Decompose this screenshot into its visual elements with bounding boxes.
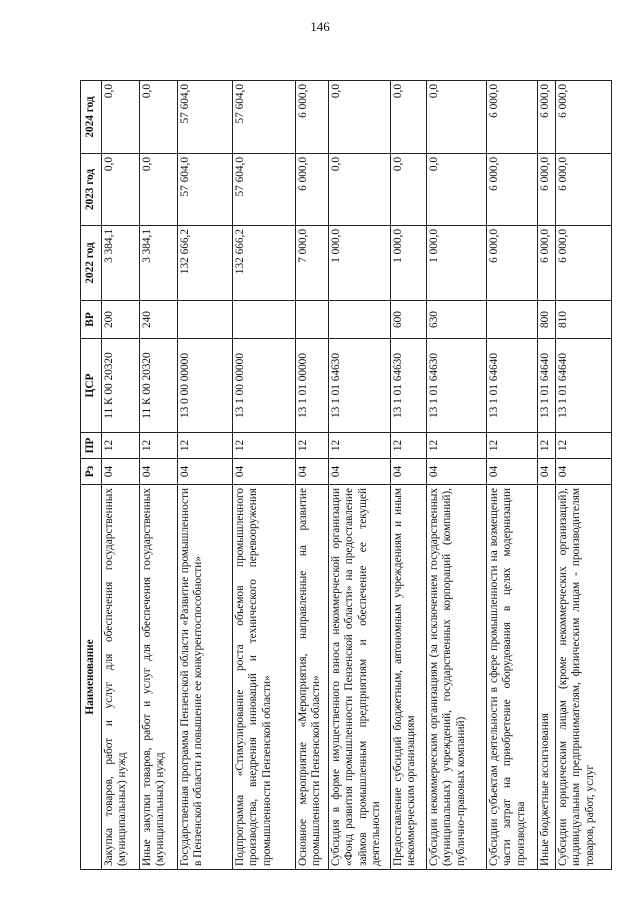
row-csr: 13 1 01 64630: [391, 339, 427, 433]
row-2022: 1 000,0: [391, 226, 427, 301]
row-rz: 04: [178, 459, 233, 485]
row-vr: [178, 301, 233, 339]
row-2022: 1 000,0: [427, 226, 487, 301]
row-name: Субсидии субъектам деятельности в сфере промышленности на возмещение части затрат на приобретение оборудования в целях модернизации производства: [487, 485, 538, 870]
table-row: [538, 81, 556, 870]
rotated-table-container: [80, 81, 611, 870]
row-csr: 13 1 01 64640: [487, 339, 538, 433]
row-csr: 13 1 01 00000: [296, 339, 329, 433]
row-rz: 04: [391, 459, 427, 485]
page-number: 146: [310, 19, 330, 34]
row-name: Государственная программа Пензенской области «Развитие промышленности в Пензенской области и повышение ее конкурентоспособности»: [178, 485, 233, 870]
header-vr: ВР: [81, 301, 102, 339]
row-pr: 12: [296, 433, 329, 459]
row-rz: 04: [329, 459, 391, 485]
table-row: [487, 81, 538, 870]
row-pr: 12: [538, 433, 556, 459]
row-2022: 132 666,2: [178, 226, 233, 301]
row-pr: 12: [329, 433, 391, 459]
row-pr: 12: [391, 433, 427, 459]
row-2023: 0,0: [329, 154, 391, 226]
row-2023: 57 604,0: [233, 154, 296, 226]
row-2024: 0,0: [329, 81, 391, 154]
row-pr: 12: [233, 433, 296, 459]
row-2022: 6 000,0: [487, 226, 538, 301]
row-2022: 1 000,0: [329, 226, 391, 301]
row-name: Иные закупки товаров, работ и услуг для обеспечения государственных (муниципальных) нужд: [140, 485, 178, 870]
row-rz: 04: [427, 459, 487, 485]
row-csr: 13 1 01 64630: [427, 339, 487, 433]
row-rz: 04: [140, 459, 178, 485]
row-rz: 04: [538, 459, 556, 485]
row-2024: 6 000,0: [487, 81, 538, 154]
row-2024: 6 000,0: [538, 81, 556, 154]
table-row: [178, 81, 233, 870]
row-csr: 13 0 00 00000: [178, 339, 233, 433]
row-vr: 200: [102, 301, 140, 339]
row-csr: 13 1 01 64630: [329, 339, 391, 433]
table-row: [296, 81, 329, 870]
row-2022: 6 000,0: [538, 226, 556, 301]
row-2023: 6 000,0: [487, 154, 538, 226]
table-row: [427, 81, 487, 870]
row-2022: 132 666,2: [233, 226, 296, 301]
row-vr: [487, 301, 538, 339]
row-2024: 0,0: [427, 81, 487, 154]
row-vr: [233, 301, 296, 339]
row-2024: 0,0: [140, 81, 178, 154]
row-pr: 12: [178, 433, 233, 459]
row-2024: 6 000,0: [556, 81, 612, 154]
row-2022: 7 000,0: [296, 226, 329, 301]
row-csr: 11 К 00 20320: [140, 339, 178, 433]
table-row: [329, 81, 391, 870]
row-2024: 0,0: [391, 81, 427, 154]
row-2023: 0,0: [140, 154, 178, 226]
row-2024: 0,0: [102, 81, 140, 154]
row-pr: 12: [427, 433, 487, 459]
row-2024: 57 604,0: [233, 81, 296, 154]
header-2024: 2024 год: [81, 81, 102, 154]
row-name: Иные бюджетные ассигнования: [538, 485, 556, 870]
row-2023: 6 000,0: [556, 154, 612, 226]
row-2023: 0,0: [427, 154, 487, 226]
row-name: Основное мероприятие «Мероприятия, направленные на развитие промышленности Пензенской области»: [296, 485, 329, 870]
header-2023: 2023 год: [81, 154, 102, 226]
row-2023: 6 000,0: [538, 154, 556, 226]
row-vr: 630: [427, 301, 487, 339]
row-rz: 04: [233, 459, 296, 485]
row-vr: 800: [538, 301, 556, 339]
row-pr: 12: [556, 433, 612, 459]
row-rz: 04: [102, 459, 140, 485]
table-row: [556, 81, 612, 870]
row-2023: 6 000,0: [296, 154, 329, 226]
row-vr: [296, 301, 329, 339]
row-2023: 0,0: [391, 154, 427, 226]
row-pr: 12: [102, 433, 140, 459]
row-csr: 13 1 00 00000: [233, 339, 296, 433]
row-vr: 240: [140, 301, 178, 339]
row-pr: 12: [140, 433, 178, 459]
table-row: [102, 81, 140, 870]
row-vr: 810: [556, 301, 612, 339]
row-name: Закупка товаров, работ и услуг для обеспечения государственных (муниципальных) нужд: [102, 485, 140, 870]
row-2023: 0,0: [102, 154, 140, 226]
row-vr: [329, 301, 391, 339]
row-2022: 6 000,0: [556, 226, 612, 301]
row-name: Субсидии некоммерческим организациям (за исключением государственных (муниципальных) учреждений, государственных корпораций (компаний), публично-правовых компаний): [427, 485, 487, 870]
row-csr: 11 К 00 20320: [102, 339, 140, 433]
row-rz: 04: [296, 459, 329, 485]
budget-table: [80, 80, 612, 870]
row-2023: 57 604,0: [178, 154, 233, 226]
header-pr: ПР: [81, 433, 102, 459]
table-header-row: [81, 81, 102, 870]
row-name: Подпрограмма «Стимулирование роста объемов промышленного производства, внедрения инноваций и технического перевооружения промышленности Пензенской области»: [233, 485, 296, 870]
table-row: [391, 81, 427, 870]
row-rz: 04: [487, 459, 538, 485]
row-pr: 12: [487, 433, 538, 459]
row-2022: 3 384,1: [140, 226, 178, 301]
table-row: [233, 81, 296, 870]
header-2022: 2022 год: [81, 226, 102, 301]
row-csr: 13 1 01 64640: [538, 339, 556, 433]
table-row: [140, 81, 178, 870]
header-csr: ЦСР: [81, 339, 102, 433]
row-name: Субсидии юридическим лицам (кроме некоммерческих организаций), индивидуальным предпринимателям, физическим лицам - производителям товаров, работ, услуг: [556, 485, 612, 870]
header-rz: Рз: [81, 459, 102, 485]
row-csr: 13 1 01 64640: [556, 339, 612, 433]
row-vr: 600: [391, 301, 427, 339]
row-rz: 04: [556, 459, 612, 485]
row-name: Предоставление субсидий бюджетным, автономным учреждениям и иным некоммерческим организациям: [391, 485, 427, 870]
row-2024: 6 000,0: [296, 81, 329, 154]
row-2022: 3 384,1: [102, 226, 140, 301]
row-name: Субсидия в форме имущественного взноса некоммерческой организации «Фонд развития промышленности Пензенской области» на предоставление займов промышленным предприятиям и обеспечение ее текущей деятельности: [329, 485, 391, 870]
row-2024: 57 604,0: [178, 81, 233, 154]
header-name: Наименование: [81, 485, 102, 870]
